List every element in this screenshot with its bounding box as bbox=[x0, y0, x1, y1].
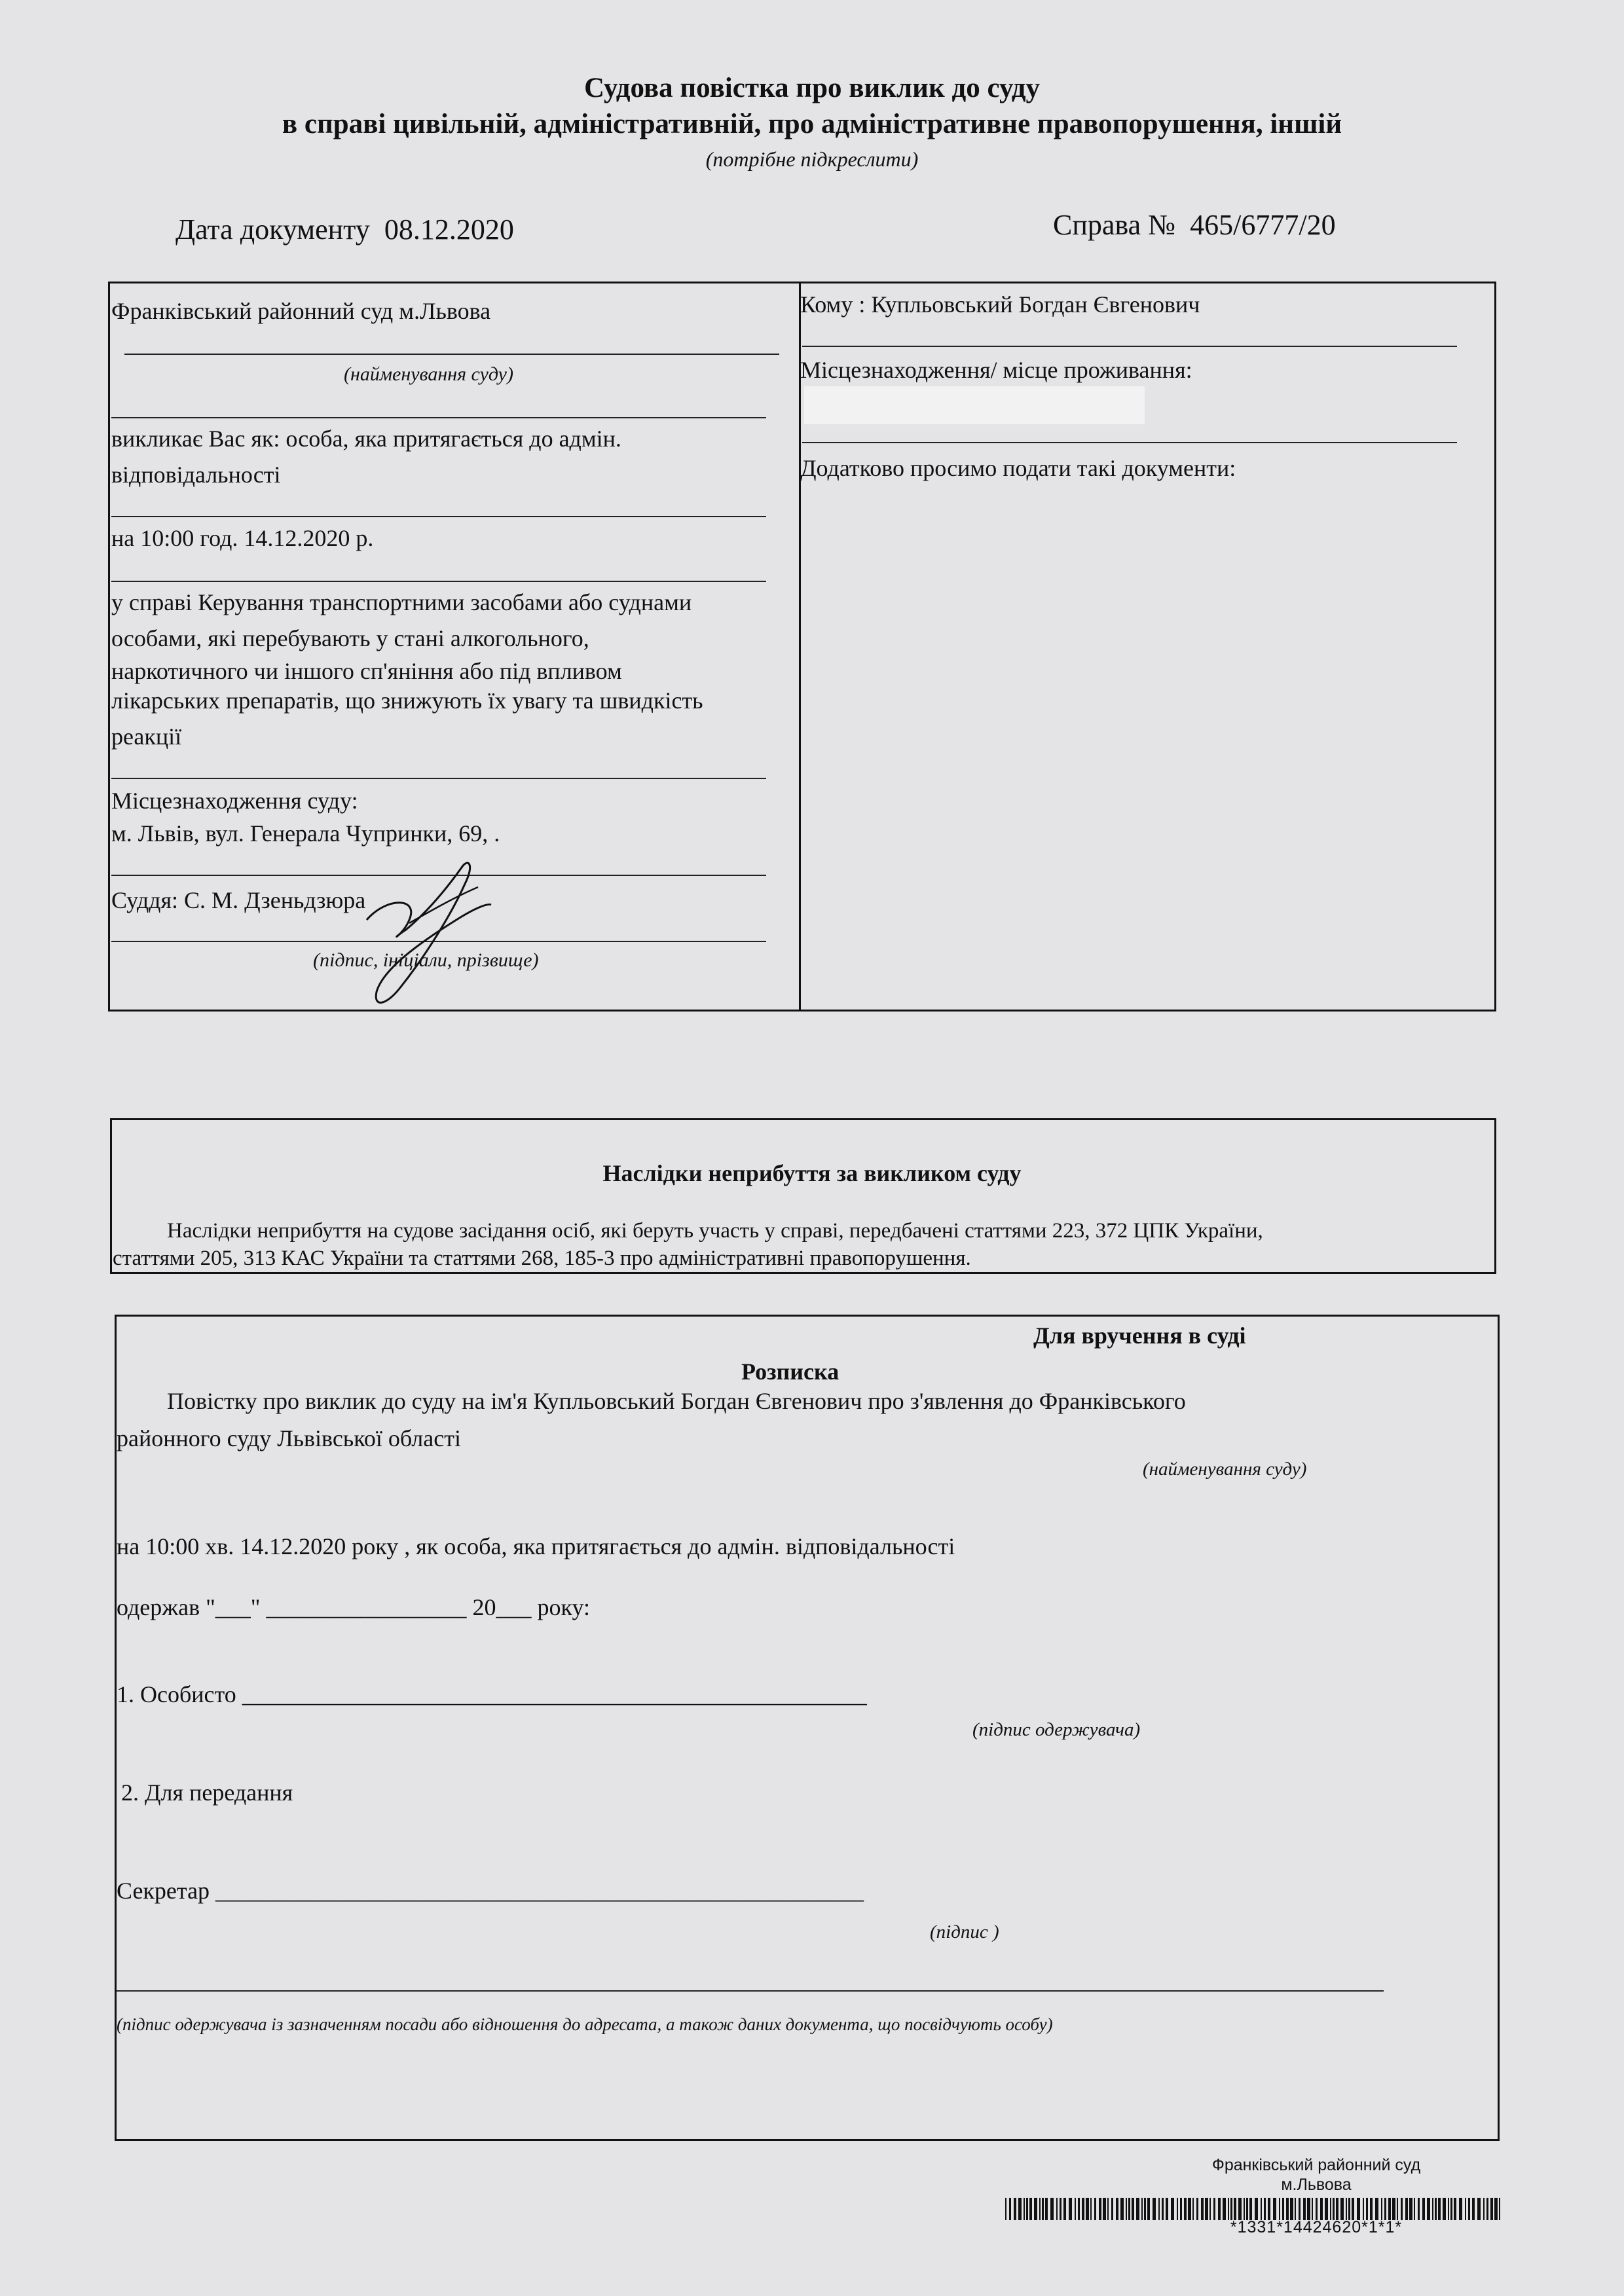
barcode-bar bbox=[1094, 2198, 1096, 2220]
case-description-line1: у справі Керування транспортними засобами або суднами bbox=[111, 589, 692, 615]
barcode-bar bbox=[1472, 2198, 1475, 2220]
barcode-bar bbox=[1264, 2198, 1266, 2220]
barcode-bar bbox=[1336, 2198, 1338, 2220]
barcode-bar bbox=[1244, 2198, 1245, 2220]
barcode-bar bbox=[1082, 2198, 1084, 2220]
barcode-bar bbox=[1223, 2198, 1226, 2220]
case-number-label: Справа № bbox=[1053, 209, 1176, 241]
consequences-title: Наслідки неприбуття за викликом суду bbox=[602, 1160, 1022, 1186]
barcode-bar bbox=[1454, 2198, 1456, 2220]
for-court-delivery: Для вручення в суді bbox=[1033, 1322, 1246, 1349]
barcode-bar bbox=[1432, 2198, 1433, 2220]
barcode-bar bbox=[1230, 2198, 1232, 2220]
barcode-bar bbox=[1171, 2198, 1174, 2220]
document-date-value: 08.12.2020 bbox=[384, 213, 514, 246]
barcode-bar bbox=[1316, 2198, 1318, 2220]
barcode-bar bbox=[1018, 2198, 1022, 2220]
consequences-text-line1: Наслідки неприбуття на судове засідання осіб, які беруть участь у справі, передбачені статтями 223, 372 ЦПК України, bbox=[167, 1219, 1263, 1243]
barcode-bar bbox=[1180, 2198, 1182, 2220]
barcode-bar bbox=[1014, 2198, 1016, 2220]
footer-court-line1: Франківський районний суд bbox=[1211, 2156, 1421, 2174]
personally-signature-line: 1. Особисто _____________________________________________________ bbox=[117, 1681, 867, 1707]
barcode-bar bbox=[1147, 2198, 1150, 2220]
divider bbox=[802, 346, 1457, 347]
barcode-bar bbox=[1188, 2198, 1191, 2220]
barcode-bar bbox=[1418, 2198, 1420, 2220]
document-title-line2: в справі цивільній, адміністративній, про адміністративне правопорушення, іншій bbox=[282, 109, 1342, 139]
barcode-bar bbox=[1405, 2198, 1408, 2220]
for-transfer-label: 2. Для передання bbox=[121, 1779, 293, 1806]
footer-court-line2: м.Львова bbox=[1281, 2176, 1352, 2194]
barcode-bar bbox=[1132, 2198, 1134, 2220]
barcode-bar bbox=[1290, 2198, 1293, 2220]
barcode bbox=[1005, 2198, 1509, 2220]
barcode-bar bbox=[1409, 2198, 1412, 2220]
barcode-bar bbox=[1056, 2198, 1058, 2220]
barcode-bar bbox=[1024, 2198, 1025, 2220]
barcode-bar bbox=[1438, 2198, 1441, 2220]
underline-note: (потрібне підкреслити) bbox=[705, 147, 919, 171]
redacted-address bbox=[804, 386, 1145, 424]
barcode-bar bbox=[1209, 2198, 1211, 2220]
barcode-bar bbox=[1427, 2198, 1430, 2220]
barcode-bar bbox=[1050, 2198, 1054, 2220]
document-title-line1: Судова повістка про виклик до суду bbox=[583, 73, 1041, 103]
barcode-bar bbox=[1279, 2198, 1280, 2220]
barcode-bar bbox=[1295, 2198, 1296, 2220]
barcode-bar bbox=[1282, 2198, 1284, 2220]
barcode-bar bbox=[1381, 2198, 1382, 2220]
barcode-bar bbox=[1392, 2198, 1395, 2220]
barcode-bar bbox=[1136, 2198, 1139, 2220]
barcode-bar bbox=[1086, 2198, 1089, 2220]
barcode-bar bbox=[1307, 2198, 1310, 2220]
barcode-bar bbox=[1026, 2198, 1028, 2220]
judge-signature bbox=[347, 851, 504, 1015]
barcode-bar bbox=[1201, 2198, 1204, 2220]
barcode-bar bbox=[1144, 2198, 1146, 2220]
barcode-bar bbox=[1375, 2198, 1378, 2220]
barcode-bar bbox=[1363, 2198, 1364, 2220]
barcode-bar bbox=[1069, 2198, 1072, 2220]
residence-label: Місцезнаходження/ місце проживання: bbox=[800, 357, 1192, 383]
barcode-bar bbox=[1045, 2198, 1048, 2220]
barcode-bar bbox=[1435, 2198, 1437, 2220]
secretary-signature-caption: (підпис ) bbox=[930, 1922, 999, 1942]
case-description-line5: реакції bbox=[111, 723, 182, 750]
barcode-bar bbox=[1340, 2198, 1344, 2220]
barcode-bar bbox=[1029, 2198, 1032, 2220]
column-divider bbox=[799, 283, 801, 1010]
signature-caption: (підпис, ініціали, прізвище) bbox=[313, 949, 539, 971]
barcode-bar bbox=[1268, 2198, 1270, 2220]
barcode-bar bbox=[1448, 2198, 1449, 2220]
barcode-bar bbox=[1060, 2198, 1061, 2220]
case-number bbox=[1053, 208, 1336, 242]
barcode-bar bbox=[1325, 2198, 1328, 2220]
barcode-bar bbox=[1005, 2198, 1006, 2220]
barcode-bar bbox=[1494, 2198, 1498, 2220]
barcode-bar bbox=[1128, 2198, 1130, 2220]
court-location-label: Місцезнаходження суду: bbox=[111, 788, 358, 814]
barcode-bar bbox=[1162, 2198, 1164, 2220]
barcode-bar bbox=[1063, 2198, 1066, 2220]
recipient-name: Кому : Купльовський Богдан Євгенович bbox=[800, 291, 1200, 318]
barcode-bar bbox=[1158, 2198, 1160, 2220]
barcode-bar bbox=[1205, 2198, 1208, 2220]
barcode-bar bbox=[1465, 2198, 1466, 2220]
barcode-bar bbox=[1218, 2198, 1221, 2220]
divider bbox=[111, 516, 766, 517]
receipt-court-caption: (найменування суду) bbox=[1143, 1459, 1307, 1480]
divider bbox=[124, 354, 779, 355]
barcode-bar bbox=[1141, 2198, 1143, 2220]
barcode-bar bbox=[1499, 2198, 1500, 2220]
divider bbox=[802, 442, 1457, 443]
barcode-bar bbox=[1099, 2198, 1101, 2220]
barcode-bar bbox=[1261, 2198, 1262, 2220]
barcode-bar bbox=[1450, 2198, 1452, 2220]
court-name: Франківський районний суд м.Львова bbox=[111, 298, 491, 324]
bottom-signature-caption: (підпис одержувача із зазначенням посади або відношення до адресата, а також даних документа, що посвідчують особу) bbox=[117, 2014, 1053, 2034]
barcode-bar bbox=[1414, 2198, 1415, 2220]
additional-documents-label: Додатково просимо подати такі документи: bbox=[800, 455, 1236, 481]
barcode-bar bbox=[1009, 2198, 1011, 2220]
judge-name: Суддя: С. М. Дзеньдзюра bbox=[111, 887, 366, 913]
barcode-bar bbox=[1346, 2198, 1347, 2220]
barcode-bar bbox=[1196, 2198, 1198, 2220]
barcode-bar bbox=[1192, 2198, 1194, 2220]
summoned-as-line2: відповідальності bbox=[111, 462, 281, 488]
barcode-bar bbox=[1330, 2198, 1331, 2220]
barcode-bar bbox=[1388, 2198, 1391, 2220]
case-number-value: 465/6777/20 bbox=[1190, 209, 1336, 241]
hearing-time: на 10:00 год. 14.12.2020 р. bbox=[111, 525, 374, 551]
barcode-bar bbox=[1228, 2198, 1229, 2220]
barcode-bar bbox=[1184, 2198, 1187, 2220]
case-description-line3: наркотичного чи іншого сп'яніння або під впливом bbox=[111, 658, 622, 684]
barcode-bar bbox=[1357, 2198, 1360, 2220]
barcode-bar bbox=[1177, 2198, 1178, 2220]
barcode-bar bbox=[1126, 2198, 1127, 2220]
barcode-text: *1331*14424620*1*1* bbox=[1230, 2218, 1403, 2236]
barcode-bar bbox=[1255, 2198, 1258, 2220]
barcode-bar bbox=[1042, 2198, 1044, 2220]
barcode-bar bbox=[1234, 2198, 1236, 2220]
case-description-line2: особами, які перебувають у стані алкогольного, bbox=[111, 625, 589, 651]
receipt-line1: Повістку про виклик до суду на ім'я Купльовський Богдан Євгенович про з'явлення до Франківського bbox=[167, 1388, 1186, 1414]
barcode-bar bbox=[1397, 2198, 1398, 2220]
barcode-bar bbox=[1238, 2198, 1242, 2220]
barcode-bar bbox=[1443, 2198, 1446, 2220]
barcode-bar bbox=[1422, 2198, 1425, 2220]
secretary-signature-line: Секретар _______________________________________________________ bbox=[117, 1878, 864, 1904]
barcode-bar bbox=[1249, 2198, 1252, 2220]
barcode-bar bbox=[1312, 2198, 1313, 2220]
document-date bbox=[175, 213, 514, 246]
divider bbox=[111, 581, 766, 582]
barcode-bar bbox=[1078, 2198, 1080, 2220]
barcode-bar bbox=[1348, 2198, 1350, 2220]
barcode-bar bbox=[1286, 2198, 1289, 2220]
barcode-bar bbox=[1352, 2198, 1354, 2220]
case-description-line4: лікарських препаратів, що знижують їх увагу та швидкість bbox=[111, 687, 703, 714]
barcode-bar bbox=[1103, 2198, 1106, 2220]
barcode-bar bbox=[1107, 2198, 1109, 2220]
receipt-time-line: на 10:00 хв. 14.12.2020 року , як особа, яка притягається до адмін. відповідальності bbox=[117, 1533, 955, 1559]
divider bbox=[111, 417, 766, 418]
divider bbox=[117, 1990, 1384, 1992]
barcode-bar bbox=[1299, 2198, 1301, 2220]
barcode-bar bbox=[1246, 2198, 1248, 2220]
barcode-bar bbox=[1477, 2198, 1481, 2220]
barcode-bar bbox=[1039, 2198, 1041, 2220]
barcode-bar bbox=[1366, 2198, 1368, 2220]
barcode-bar bbox=[1075, 2198, 1076, 2220]
barcode-bar bbox=[1486, 2198, 1488, 2220]
barcode-bar bbox=[1384, 2198, 1386, 2220]
court-address: м. Львів, вул. Генерала Чупринки, 69, . bbox=[111, 820, 500, 847]
document-date-label: Дата документу bbox=[175, 213, 370, 246]
barcode-bar bbox=[1090, 2198, 1092, 2220]
court-name-caption: (найменування суду) bbox=[344, 363, 513, 385]
barcode-bar bbox=[1468, 2198, 1470, 2220]
receipt-title: Розписка bbox=[741, 1358, 840, 1385]
barcode-bar bbox=[1111, 2198, 1113, 2220]
barcode-bar bbox=[1333, 2198, 1335, 2220]
barcode-bar bbox=[1303, 2198, 1306, 2220]
received-date-line: одержав "___" _________________ 20___ року: bbox=[117, 1594, 591, 1620]
divider bbox=[111, 778, 766, 779]
barcode-bar bbox=[1153, 2198, 1156, 2220]
barcode-bar bbox=[1370, 2198, 1373, 2220]
summoned-as-line1: викликає Вас як: особа, яка притягається до адмін. bbox=[111, 426, 621, 452]
consequences-text-line2: статтями 205, 313 КАС України та статтями 268, 185-3 про адміністративні правопорушення. bbox=[113, 1247, 971, 1270]
barcode-bar bbox=[1213, 2198, 1215, 2220]
receipt-line2: районного суду Львівської області bbox=[117, 1425, 461, 1451]
barcode-bar bbox=[1034, 2198, 1037, 2220]
barcode-bar bbox=[1401, 2198, 1403, 2220]
barcode-bar bbox=[1320, 2198, 1323, 2220]
barcode-bar bbox=[1273, 2198, 1276, 2220]
barcode-bar bbox=[1483, 2198, 1485, 2220]
barcode-bar bbox=[1116, 2198, 1118, 2220]
barcode-bar bbox=[1490, 2198, 1493, 2220]
recipient-signature-caption: (підпис одержувача) bbox=[972, 1719, 1141, 1740]
barcode-bar bbox=[1459, 2198, 1462, 2220]
barcode-bar bbox=[1120, 2198, 1124, 2220]
barcode-bar bbox=[1166, 2198, 1168, 2220]
